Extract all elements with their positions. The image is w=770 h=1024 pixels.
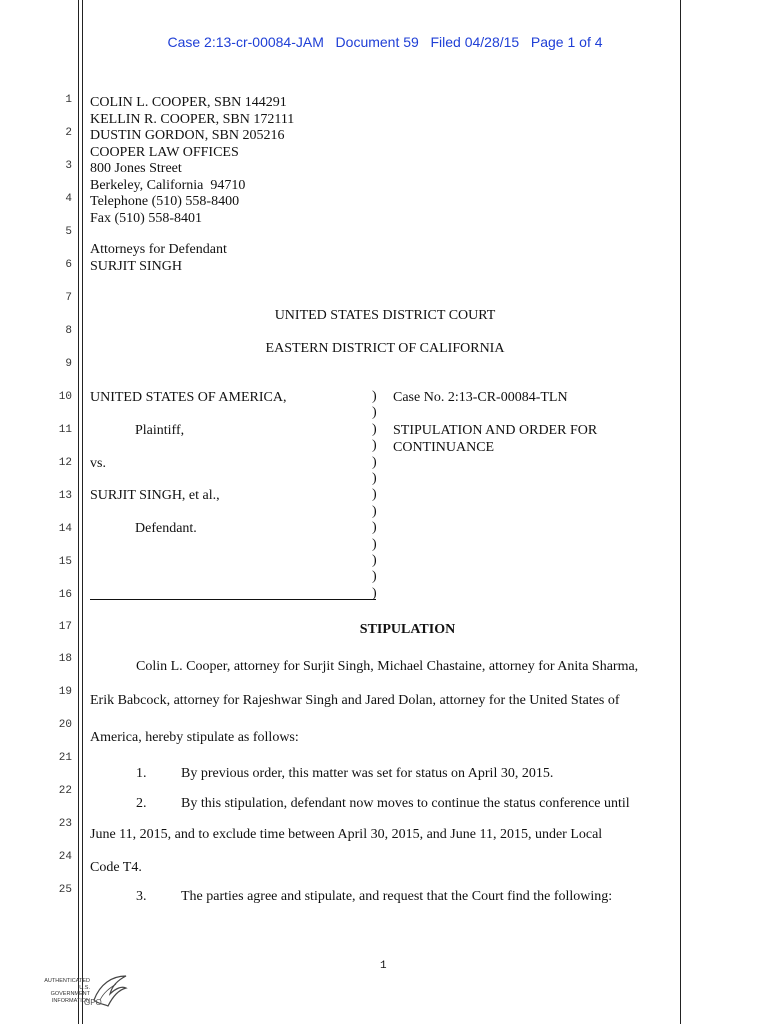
- paragraph-line: America, hereby stipulate as follows:: [90, 730, 299, 745]
- line-number: 25: [58, 884, 72, 896]
- left-margin-rule-outer: [78, 0, 79, 1024]
- left-margin-rule-inner: [82, 0, 83, 1024]
- caption-paren: ): [372, 487, 377, 503]
- caption-paren: ): [372, 520, 377, 536]
- line-number: 14: [58, 523, 72, 535]
- line-number: 2: [65, 127, 72, 139]
- line-number: 10: [58, 391, 72, 403]
- caption-paren: ): [372, 470, 377, 486]
- client-name: SURJIT SINGH: [90, 259, 182, 274]
- line-number: 22: [58, 785, 72, 797]
- court-name: UNITED STATES DISTRICT COURT: [274, 308, 496, 323]
- item-text: Code T4.: [90, 860, 142, 875]
- counsel-line: COLIN L. COOPER, SBN 144291: [90, 95, 287, 110]
- item-text: The parties agree and stipulate, and request that the Court find the following:: [181, 889, 613, 904]
- counsel-block: [90, 95, 294, 227]
- seal-line: U.S. GOVERNMENT: [50, 984, 90, 997]
- caption-paren: ): [372, 454, 377, 470]
- line-number: 23: [58, 818, 72, 830]
- line-number: 11: [58, 424, 72, 436]
- caption-underline: [90, 599, 376, 600]
- defendant-role: Defendant.: [135, 521, 197, 536]
- line-number: 13: [58, 490, 72, 502]
- line-number: 15: [58, 556, 72, 568]
- line-number: 7: [65, 292, 72, 304]
- defendant-name: SURJIT SINGH, et al.,: [90, 488, 220, 503]
- line-number: 4: [65, 193, 72, 205]
- ecf-header: Case 2:13-cr-00084-JAM Document 59 Filed 04/28/15 Page 1 of 4: [167, 34, 603, 50]
- right-margin-rule: [680, 0, 681, 1024]
- paragraph-line: Colin L. Cooper, attorney for Surjit Singh, Michael Chastaine, attorney for Anita Sharma,: [136, 659, 639, 674]
- line-number: 6: [65, 259, 72, 271]
- item-number: 2.: [136, 796, 147, 811]
- line-number: 17: [58, 621, 72, 633]
- caption-paren: ): [372, 552, 377, 568]
- item-text: By this stipulation, defendant now moves to continue the status conference until: [181, 796, 630, 811]
- page-number: 1: [380, 960, 387, 972]
- document-title-line-2: CONTINUANCE: [393, 440, 495, 455]
- versus-label: vs.: [90, 456, 106, 471]
- gpo-authentication-seal: [40, 970, 130, 1014]
- caption-paren: ): [372, 536, 377, 552]
- item-number: 1.: [136, 766, 147, 781]
- item-text: June 11, 2015, and to exclude time between April 30, 2015, and June 11, 2015, under Local: [90, 827, 603, 842]
- seal-mark: GPO: [84, 998, 102, 1007]
- seal-line: AUTHENTICATED: [44, 978, 90, 984]
- line-number: 8: [65, 325, 72, 337]
- document-title-line-1: STIPULATION AND ORDER FOR: [393, 423, 598, 438]
- caption-paren: ): [372, 585, 377, 601]
- line-number: 21: [58, 752, 72, 764]
- counsel-line: DUSTIN GORDON, SBN 205216: [90, 128, 285, 143]
- paragraph-line: Erik Babcock, attorney for Rajeshwar Singh and Jared Dolan, attorney for the United States of: [90, 693, 620, 708]
- item-text: By previous order, this matter was set for status on April 30, 2015.: [181, 766, 554, 781]
- line-number: 3: [65, 160, 72, 172]
- seal-text: [40, 978, 90, 1004]
- item-number: 3.: [136, 889, 147, 904]
- court-district: EASTERN DISTRICT OF CALIFORNIA: [265, 341, 505, 356]
- plaintiff-role: Plaintiff,: [135, 423, 185, 438]
- plaintiff-name: UNITED STATES OF AMERICA,: [90, 390, 287, 405]
- line-number: 16: [58, 589, 72, 601]
- case-number: Case No. 2:13-CR-00084-TLN: [393, 390, 568, 405]
- caption-paren: ): [372, 389, 377, 404]
- caption-paren: ): [372, 503, 377, 519]
- counsel-line: Berkeley, California 94710: [90, 177, 246, 193]
- counsel-line: COOPER LAW OFFICES: [90, 144, 239, 160]
- counsel-line: 800 Jones Street: [90, 161, 182, 176]
- attorneys-for-label: Attorneys for Defendant: [90, 242, 227, 257]
- line-number: 12: [58, 457, 72, 469]
- caption-paren-column: [372, 389, 377, 602]
- line-number: 19: [58, 686, 72, 698]
- line-number: 1: [65, 94, 72, 106]
- caption-paren: ): [372, 438, 377, 454]
- caption-paren: ): [372, 569, 377, 585]
- caption-paren: ): [372, 405, 377, 421]
- counsel-line: KELLIN R. COOPER, SBN 172111: [90, 111, 295, 127]
- line-number: 18: [58, 653, 72, 665]
- seal-line: INFORMATION: [51, 997, 90, 1004]
- line-number: 9: [65, 358, 72, 370]
- caption-paren: ): [372, 421, 377, 437]
- eagle-icon: [90, 970, 130, 1014]
- counsel-line: Fax (510) 558-8401: [90, 210, 202, 226]
- line-number: 5: [65, 226, 72, 238]
- counsel-line: Telephone (510) 558-8400: [90, 194, 240, 209]
- line-number: 24: [58, 851, 72, 863]
- line-number: 20: [58, 719, 72, 731]
- stipulation-heading: STIPULATION: [359, 622, 456, 637]
